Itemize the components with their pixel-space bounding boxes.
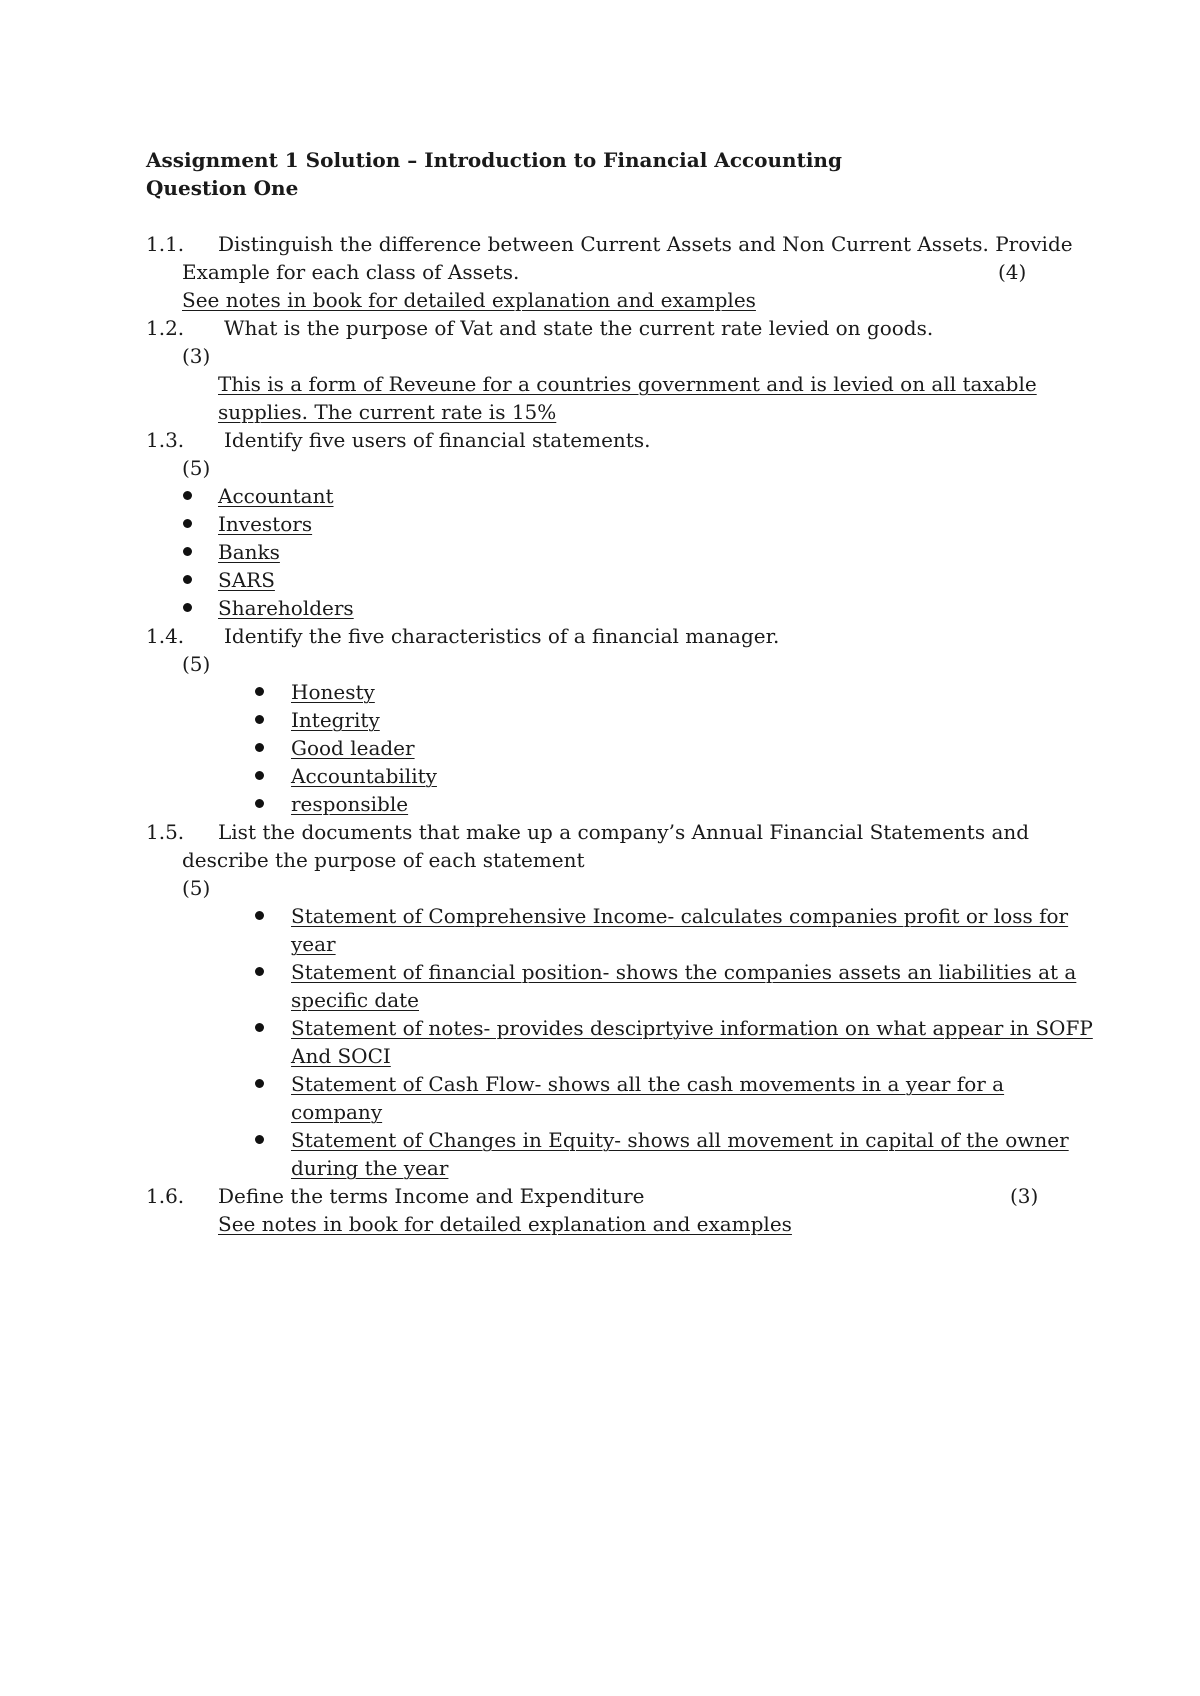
q1-1-number: 1.1. — [146, 232, 185, 256]
bullet-icon — [255, 687, 264, 696]
q1-2-number: 1.2. — [146, 316, 185, 340]
list-item: Investors — [218, 512, 313, 536]
q1-5-text-line1: List the documents that make up a company’s Annual Financial Statements and — [218, 820, 1030, 844]
q1-3-text: Identify five users of financial statements. — [224, 428, 651, 452]
q1-5-number: 1.5. — [146, 820, 185, 844]
q1-1-marks: (4) — [998, 260, 1027, 284]
bullet-icon — [255, 771, 264, 780]
question-heading: Question One — [146, 176, 299, 200]
q1-4-number: 1.4. — [146, 624, 185, 648]
list-item: Statement of financial position- shows the companies assets an liabilities at a — [291, 960, 1077, 984]
q1-3-marks: (5) — [182, 456, 211, 480]
q1-1-answer: See notes in book for detailed explanation and examples — [182, 288, 756, 312]
bullet-icon — [183, 603, 192, 612]
q1-6-marks: (3) — [1010, 1184, 1039, 1208]
q1-2-answer-line2: supplies. The current rate is 15% — [218, 400, 557, 424]
q1-2-marks: (3) — [182, 344, 211, 368]
q1-6-answer: See notes in book for detailed explanation and examples — [218, 1212, 792, 1236]
q1-6-number: 1.6. — [146, 1184, 185, 1208]
bullet-icon — [255, 715, 264, 724]
list-item-continuation: specific date — [291, 988, 419, 1012]
bullet-icon — [255, 911, 264, 920]
list-item: Integrity — [291, 708, 380, 732]
bullet-icon — [255, 1079, 264, 1088]
list-item: Shareholders — [218, 596, 354, 620]
bullet-icon — [255, 967, 264, 976]
q1-2-answer-line1: This is a form of Reveune for a countries government and is levied on all taxable — [218, 372, 1037, 396]
q1-4-text: Identify the five characteristics of a financial manager. — [224, 624, 780, 648]
list-item: SARS — [218, 568, 275, 592]
list-item: Good leader — [291, 736, 415, 760]
list-item: Statement of Changes in Equity- shows all movement in capital of the owner — [291, 1128, 1069, 1152]
bullet-icon — [255, 743, 264, 752]
bullet-icon — [255, 1135, 264, 1144]
bullet-icon — [183, 491, 192, 500]
bullet-icon — [183, 547, 192, 556]
list-item: Banks — [218, 540, 280, 564]
q1-1-text-line1: Distinguish the difference between Current Assets and Non Current Assets. Provide — [218, 232, 1073, 256]
q1-4-marks: (5) — [182, 652, 211, 676]
list-item: responsible — [291, 792, 409, 816]
bullet-icon — [183, 575, 192, 584]
q1-1-text-line2: Example for each class of Assets. — [182, 260, 520, 284]
list-item-continuation: during the year — [291, 1156, 449, 1180]
bullet-icon — [255, 799, 264, 808]
list-item-continuation: company — [291, 1100, 383, 1124]
list-item: Statement of Comprehensive Income- calculates companies profit or loss for — [291, 904, 1069, 928]
q1-2-text: What is the purpose of Vat and state the current rate levied on goods. — [224, 316, 934, 340]
list-item: Accountability — [291, 764, 437, 788]
q1-5-marks: (5) — [182, 876, 211, 900]
bullet-icon — [183, 519, 192, 528]
q1-3-number: 1.3. — [146, 428, 185, 452]
list-item: Statement of Cash Flow- shows all the cash movements in a year for a — [291, 1072, 1005, 1096]
list-item: Statement of notes- provides desciprtyive information on what appear in SOFP — [291, 1016, 1093, 1040]
list-item-continuation: year — [291, 932, 336, 956]
list-item: Honesty — [291, 680, 375, 704]
q1-6-text: Define the terms Income and Expenditure — [218, 1184, 645, 1208]
document-title: Assignment 1 Solution – Introduction to Financial Accounting — [146, 148, 842, 172]
list-item-continuation: And SOCI — [291, 1044, 391, 1068]
bullet-icon — [255, 1023, 264, 1032]
list-item: Accountant — [218, 484, 334, 508]
q1-5-text-line2: describe the purpose of each statement — [182, 848, 585, 872]
